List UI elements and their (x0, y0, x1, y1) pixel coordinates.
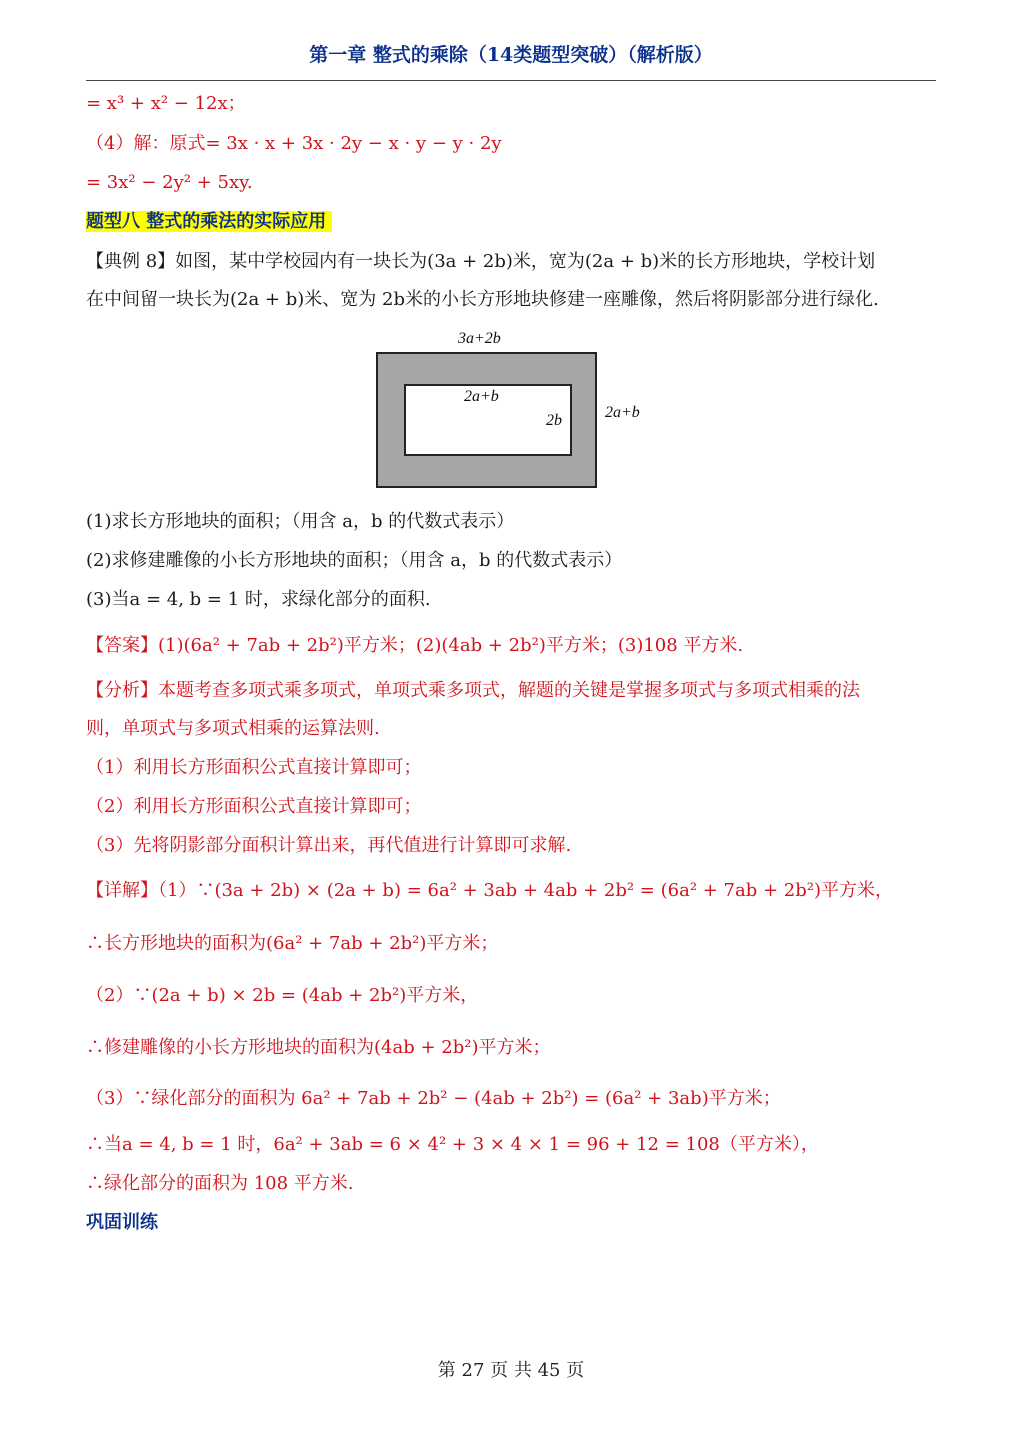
training-title: 巩固训练 (86, 1212, 158, 1233)
detail-line-1: 【详解】（1）∵(3a + 2b) × (2a + b) = 6a² + 3ab + 4ab + 2b² = (6a² + 7ab + 2b²)平方米， (86, 880, 894, 901)
analysis-line-1: 【分析】本题考查多项式乘多项式，单项式乘多项式，解题的关键是掌握多项式与多项式相乘的法 (86, 680, 860, 701)
page-header: 第一章 整式的乘除（14类题型突破）（解析版） (309, 44, 713, 66)
analysis-step-2: （2）利用长方形面积公式直接计算即可； (86, 796, 422, 817)
figure-label-outer-right: 2a+b (605, 404, 640, 421)
example-line-2: 在中间留一块长为(2a + b)米、宽为 2b米的小长方形地块修建一座雕像，然后将阴影部分进行绿化. (86, 289, 879, 310)
figure-label-outer-top: 3a+2b (458, 330, 501, 347)
question-2: (2)求修建雕像的小长方形地块的面积；（用含 a，b 的代数式表示） (86, 550, 623, 571)
answer-line: 【答案】(1)(6a² + 7ab + 2b²)平方米；(2)(4ab + 2b²)平方米；(3)108 平方米. (86, 635, 744, 656)
question-1: (1)求长方形地块的面积；（用含 a，b 的代数式表示） (86, 511, 515, 532)
analysis-step-1: （1）利用长方形面积公式直接计算即可； (86, 757, 422, 778)
detail-line-7: ∴绿化部分的面积为 108 平方米. (86, 1173, 354, 1194)
analysis-line-2: 则，单项式与多项式相乘的运算法则. (86, 718, 380, 739)
detail-line-6: ∴当a = 4, b = 1 时，6a² + 3ab = 6 × 4² + 3 × 4 × 1 = 96 + 12 = 108（平方米）， (86, 1134, 819, 1155)
inner-rectangle (404, 384, 572, 456)
detail-line-2: ∴长方形地块的面积为(6a² + 7ab + 2b²)平方米； (86, 933, 499, 954)
rectangle-figure (376, 352, 597, 488)
prev-line-1: = x³ + x² − 12x； (86, 93, 246, 114)
detail-line-4: ∴修建雕像的小长方形地块的面积为(4ab + 2b²)平方米； (86, 1037, 551, 1058)
example-line-1: 【典例 8】如图，某中学校园内有一块长为(3a + 2b)米，宽为(2a + b)米的长方形地块，学校计划 (86, 251, 876, 272)
prev-line-2: （4）解：原式= 3x · x + 3x · 2y − x · y − y · 2y (86, 133, 502, 154)
section-title-text: 题型八 整式的乘法的实际应用 (86, 211, 332, 232)
section-title (86, 210, 332, 234)
detail-line-3: （2）∵(2a + b) × 2b = (4ab + 2b²)平方米， (86, 985, 479, 1006)
header-rule (86, 80, 936, 81)
figure-label-inner-top: 2a+b (464, 388, 499, 405)
question-3: (3)当a = 4, b = 1 时，求绿化部分的面积. (86, 589, 431, 610)
page-footer: 第 27 页 共 45 页 (437, 1360, 585, 1381)
prev-line-3: = 3x² − 2y² + 5xy. (86, 172, 253, 193)
figure-label-inner-right: 2b (546, 412, 562, 429)
detail-line-5: （3）∵绿化部分的面积为 6a² + 7ab + 2b² − (4ab + 2b²) = (6a² + 3ab)平方米； (86, 1088, 781, 1109)
analysis-step-3: （3）先将阴影部分面积计算出来，再代值进行计算即可求解. (86, 835, 572, 856)
